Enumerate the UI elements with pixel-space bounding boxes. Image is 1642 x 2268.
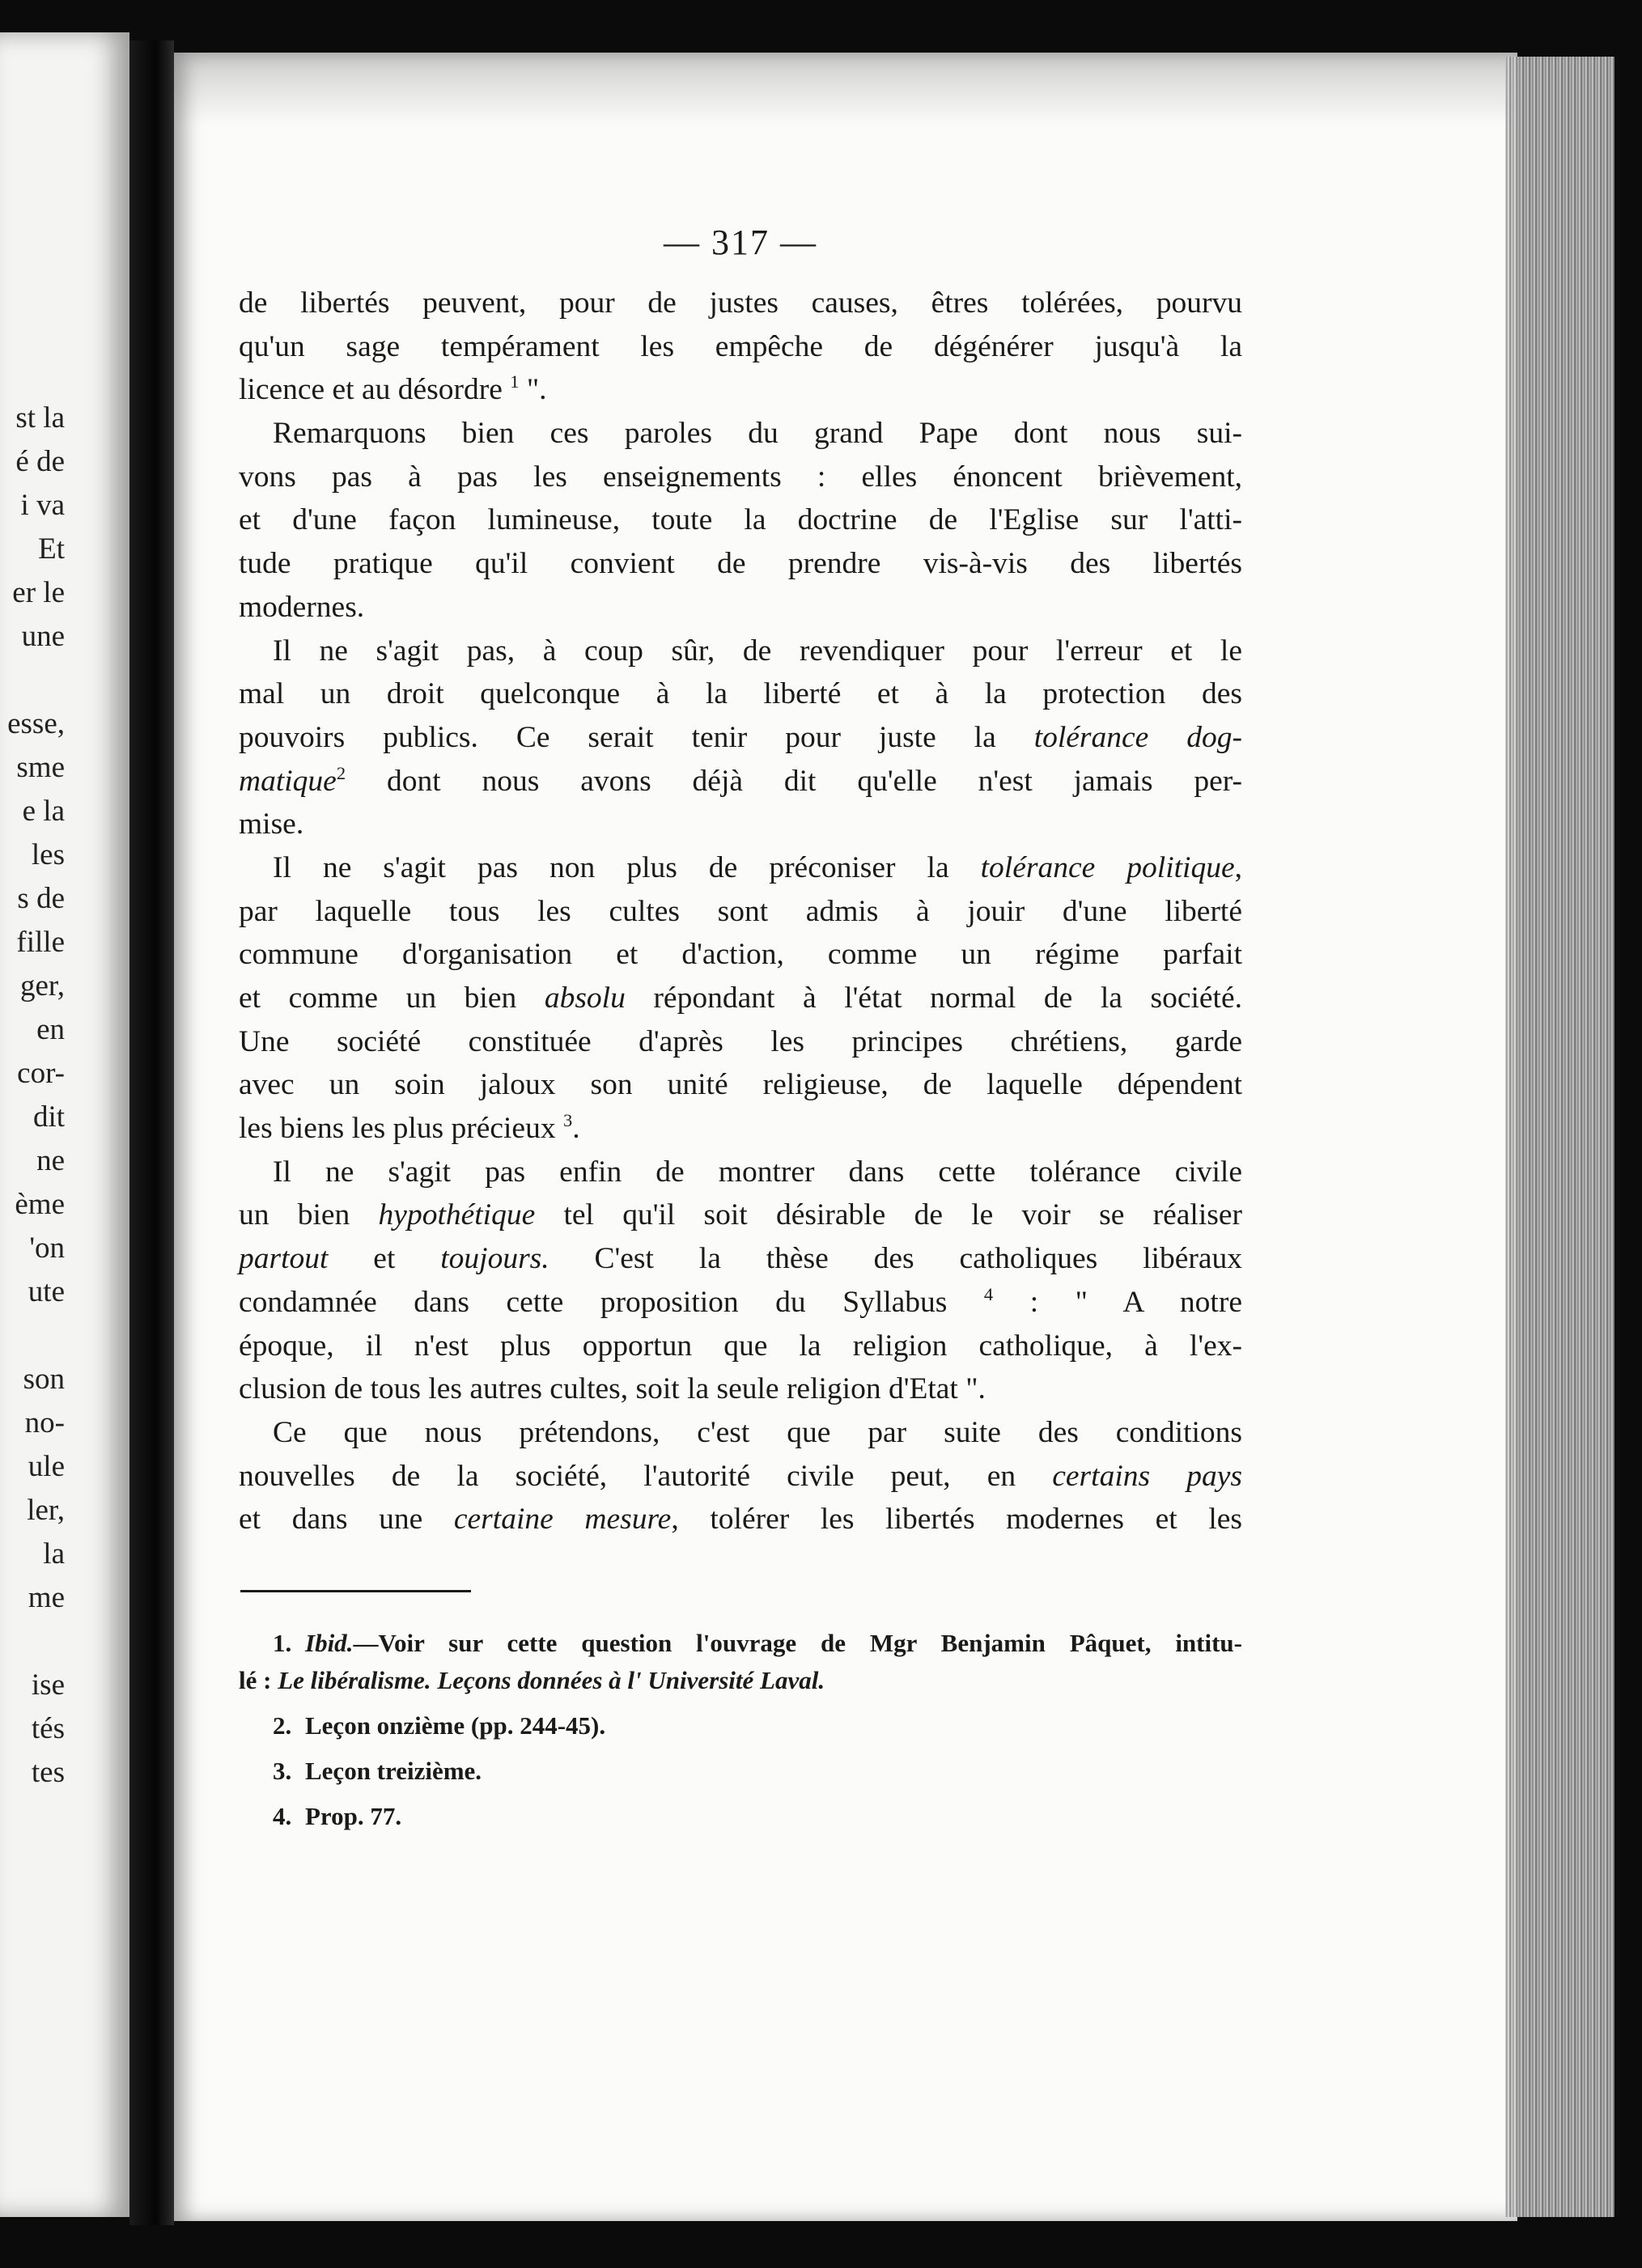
left-page-fragment: dit xyxy=(32,1100,65,1134)
left-page-text-fragments xyxy=(0,396,65,1795)
left-page-fragment: st la xyxy=(15,401,65,435)
emphasized-text: tolérance dog- xyxy=(1033,720,1242,754)
line-text: nouvelles de la société, l'autorité civile peut, en xyxy=(239,1459,1053,1493)
line-text: mal un droit quelconque à la liberté et à la protection des xyxy=(239,677,1242,711)
text-line xyxy=(239,716,1242,760)
text-line xyxy=(239,586,1242,630)
emphasized-text: matique xyxy=(239,764,337,798)
footnote-emphasis: Le libéralisme. Leçons données à l' Université Laval. xyxy=(278,1665,825,1694)
text-line xyxy=(239,1455,1242,1499)
left-page-fragment: s de xyxy=(17,882,65,915)
text-line xyxy=(239,1063,1242,1107)
line-text: par laquelle tous les cultes sont admis à jouir d'une liberté xyxy=(239,894,1242,928)
footnote-4 xyxy=(239,1798,1242,1835)
footnote-2 xyxy=(239,1707,1242,1744)
left-page-fragment: en xyxy=(36,1013,65,1046)
emphasized-text: partout xyxy=(239,1242,329,1276)
emphasized-text: absolu xyxy=(544,981,626,1015)
left-page-fragment xyxy=(0,1620,65,1664)
line-text: condamnée dans cette proposition du Syllabus xyxy=(239,1285,984,1319)
left-page-fragment: e la xyxy=(22,795,65,828)
footnote-reference: 3 xyxy=(562,1110,573,1131)
line-text: clusion de tous les autres cultes, soit la seule religion d'Etat ". xyxy=(239,1372,986,1406)
text-line xyxy=(239,672,1242,716)
left-page-fragment: les xyxy=(31,838,65,871)
footnote-separator xyxy=(240,1590,471,1592)
line-text: qu'elle n'est jamais per- xyxy=(857,764,1243,798)
line-text: un bien xyxy=(239,1198,379,1232)
left-page-fragment: er le xyxy=(12,576,65,609)
line-text: , tolérer les libertés modernes et les xyxy=(671,1503,1242,1537)
footnote-emphasis: Ibid. xyxy=(305,1628,354,1657)
text-line xyxy=(239,412,1242,456)
page-number: — 317 — xyxy=(664,223,817,262)
text-line xyxy=(239,1237,1242,1281)
line-text: époque, il n'est plus opportun que la religion catholique, à l'ex- xyxy=(239,1329,1242,1363)
line-text: commune d'organisation et d'action, comme un régime parfait xyxy=(239,938,1242,972)
footnote-reference: 1 xyxy=(510,371,520,392)
line-text: mise. xyxy=(239,808,304,841)
line-text: dont nous avons déjà dit xyxy=(346,764,858,798)
line-text: pouvoirs publics. Ce serait tenir pour juste la xyxy=(239,720,1034,754)
emphasized-text: certaine mesure xyxy=(453,1503,672,1537)
left-page-fragment: ise xyxy=(31,1668,65,1702)
text-line xyxy=(239,890,1242,934)
footnote-text: —Voir sur cette question l'ouvrage de Mgr Benjamin Pâquet, intitu- xyxy=(353,1628,1242,1657)
footnote-text: lé : xyxy=(239,1665,278,1694)
left-page-fragment: é de xyxy=(15,445,65,478)
line-text: . xyxy=(572,1112,580,1146)
text-line xyxy=(239,368,1242,412)
page-edges xyxy=(1505,57,1619,2217)
line-text: Remarquons bien ces paroles du grand Pape dont nous sui- xyxy=(273,417,1242,451)
left-page-fragment: ger, xyxy=(19,969,65,1003)
emphasized-text: toujours. xyxy=(440,1242,549,1276)
left-page-fragment: Et xyxy=(38,532,65,566)
footnotes xyxy=(239,1625,1242,1835)
left-page-fragment: fille xyxy=(16,926,65,959)
left-page-fragment: no- xyxy=(24,1406,65,1439)
text-line xyxy=(239,760,1242,803)
footnote-1 xyxy=(239,1625,1242,1662)
footnote-text: Leçon treizième. xyxy=(305,1756,482,1785)
emphasized-text: certains pays xyxy=(1052,1459,1242,1493)
text-line xyxy=(239,846,1242,890)
line-text: Une société constituée d'après les principes chrétiens, garde xyxy=(239,1024,1242,1058)
footnote-1-continuation xyxy=(239,1662,1242,1699)
left-page-fragment: i va xyxy=(20,489,65,522)
text-line xyxy=(239,1325,1242,1368)
line-text: et xyxy=(328,1242,441,1276)
line-text: tude pratique qu'il convient de prendre vis-à-vis des libertés xyxy=(239,547,1242,581)
footnote-number: 1. xyxy=(273,1628,292,1657)
line-text: qu'un sage tempérament les empêche de dégénérer jusqu'à la xyxy=(239,329,1242,363)
left-page-fragment: son xyxy=(23,1363,65,1396)
text-line xyxy=(239,1367,1242,1411)
line-text: Il ne s'agit pas non plus de préconiser la xyxy=(273,850,981,884)
footnote-3 xyxy=(239,1753,1242,1790)
line-text: répondant à l'état normal de la société. xyxy=(625,981,1242,1015)
text-line xyxy=(239,977,1242,1020)
line-text: licence et au désordre xyxy=(239,373,511,407)
footnote-number: 3. xyxy=(273,1756,292,1785)
footnote-reference: 2 xyxy=(336,762,346,783)
line-text: et dans une xyxy=(239,1503,454,1537)
text-line xyxy=(239,542,1242,586)
text-line xyxy=(239,498,1242,542)
left-page-fragment: me xyxy=(28,1581,65,1614)
text-line xyxy=(239,1281,1242,1325)
text-line xyxy=(239,282,1242,325)
left-page-fragment: ème xyxy=(15,1188,65,1221)
line-text: et d'une façon lumineuse, toute la doctrine de l'Eglise sur l'atti- xyxy=(239,503,1242,537)
left-page-fragment: 'on xyxy=(29,1232,65,1265)
left-page-fragment: sme xyxy=(16,751,65,784)
page-content xyxy=(239,218,1242,1835)
line-text: de libertés peuvent, pour de justes causes, êtres tolérées, pourvu xyxy=(239,286,1242,320)
text-line xyxy=(239,1193,1242,1237)
line-text: Ce que nous prétendons, c'est que par suite des conditions xyxy=(273,1415,1242,1449)
left-page-fragment: cor- xyxy=(17,1057,65,1090)
left-page-fragment: esse, xyxy=(7,707,65,740)
emphasized-text: tolérance politique xyxy=(980,850,1235,884)
book-gutter xyxy=(129,40,174,2225)
footnote-text: Prop. 77. xyxy=(305,1801,402,1830)
footnote-number: 4. xyxy=(273,1801,292,1830)
left-page-fragment xyxy=(0,1314,65,1358)
line-text: modernes. xyxy=(239,590,365,624)
text-line xyxy=(239,456,1242,499)
left-page-fragment: ne xyxy=(36,1144,65,1177)
left-page-fragment: ule xyxy=(28,1450,65,1483)
emphasized-text: hypothétique xyxy=(378,1198,536,1232)
line-text: tel qu'il soit désirable de le voir se réaliser xyxy=(535,1198,1242,1232)
left-page-fragment: une xyxy=(21,620,65,653)
line-text: Il ne s'agit pas enfin de montrer dans cette tolérance civile xyxy=(273,1155,1242,1189)
page-top-shadow xyxy=(174,53,1517,125)
left-page-fragment xyxy=(0,659,65,702)
footnote-reference: 4 xyxy=(983,1283,994,1304)
text-line xyxy=(239,933,1242,977)
footnote-number: 2. xyxy=(273,1711,292,1740)
text-line xyxy=(239,1411,1242,1455)
line-text: Il ne s'agit pas, à coup sûr, de revendiquer pour l'erreur et le xyxy=(273,634,1242,668)
left-page-fragment: ute xyxy=(28,1275,65,1308)
line-text: : " A notre xyxy=(993,1285,1242,1319)
left-page-fragment: tés xyxy=(31,1712,65,1745)
line-text: vons pas à pas les enseignements : elles énoncent brièvement, xyxy=(239,460,1242,494)
line-text: , xyxy=(1234,850,1242,884)
left-page-fragment: ler, xyxy=(27,1494,65,1527)
left-page-fragment: tes xyxy=(31,1756,65,1789)
text-line xyxy=(239,1151,1242,1194)
text-line xyxy=(239,325,1242,369)
left-page-fragment: la xyxy=(43,1537,65,1571)
line-text: C'est la thèse des catholiques libéraux xyxy=(549,1242,1242,1276)
text-line xyxy=(239,803,1242,846)
text-line xyxy=(239,1107,1242,1151)
text-line xyxy=(239,1020,1242,1064)
body-text xyxy=(239,282,1242,1541)
line-text: avec un soin jaloux son unité religieuse, de laquelle dépendent xyxy=(239,1068,1242,1102)
footnote-text: Leçon onzième (pp. 244-45). xyxy=(305,1711,606,1740)
text-line xyxy=(239,1498,1242,1541)
line-text: et comme un bien xyxy=(239,981,545,1015)
line-text: ". xyxy=(519,373,547,407)
line-text: les biens les plus précieux xyxy=(239,1112,563,1146)
scan-right-border xyxy=(1614,0,1642,2268)
left-facing-page xyxy=(0,32,129,2217)
text-line xyxy=(239,630,1242,673)
